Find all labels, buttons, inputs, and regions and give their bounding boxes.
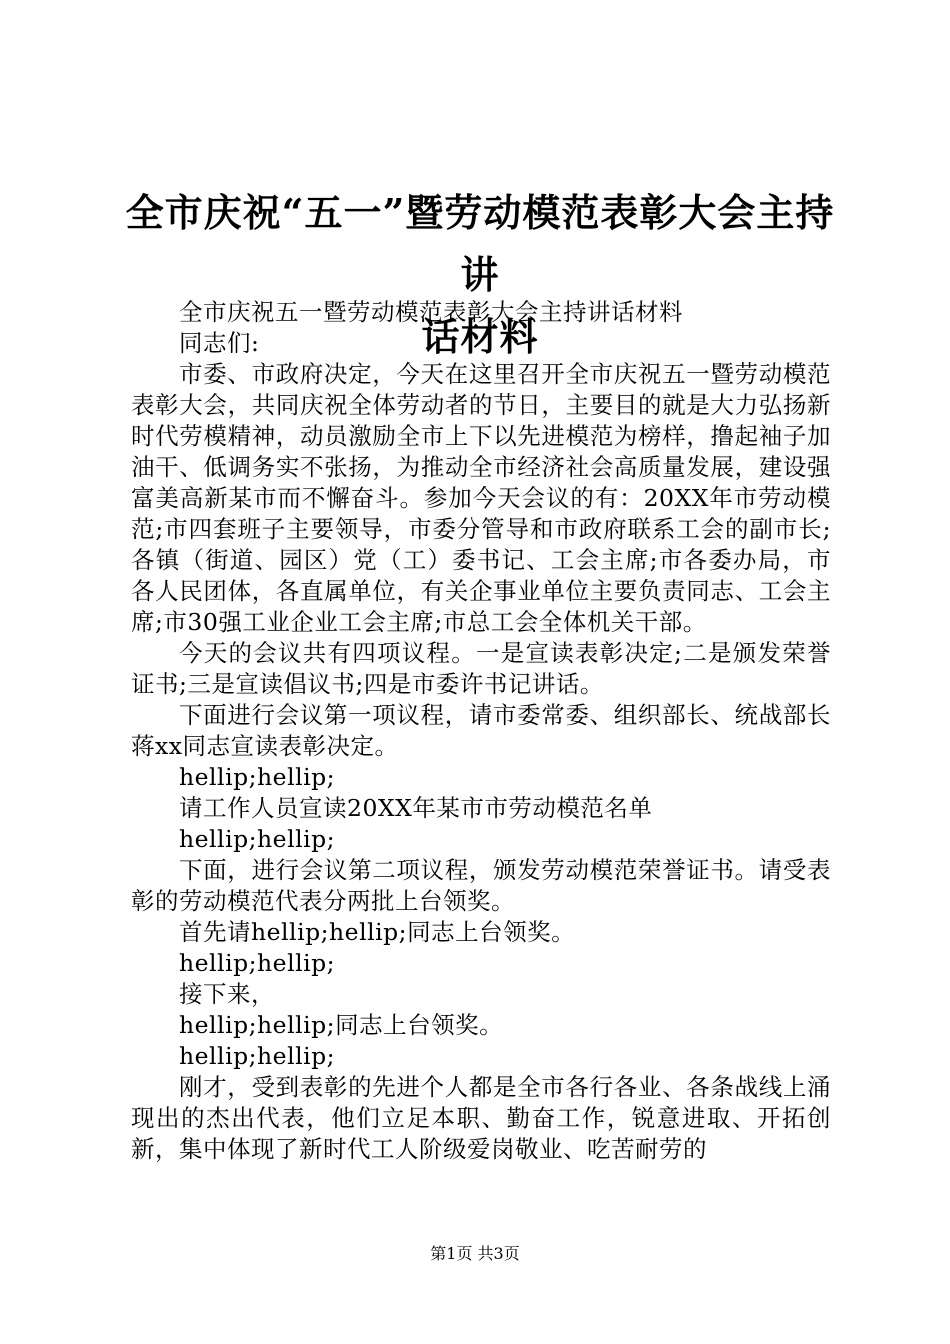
document-body bbox=[131, 297, 831, 1165]
paragraph: 今天的会议共有四项议程。一是宣读表彰决定;二是颁发荣誉证书;三是宣读倡议书;四是市委许书记讲话。 bbox=[131, 639, 831, 698]
paragraph: hellip;hellip; bbox=[179, 825, 336, 853]
paragraph: hellip;hellip;同志上台领奖。 bbox=[179, 1011, 504, 1039]
page-footer: 第1页 共3页 bbox=[430, 1244, 520, 1263]
title-line-1: 全市庆祝“五一”暨劳动模范表彰大会主持讲 bbox=[125, 190, 835, 297]
paragraph: hellip;hellip; bbox=[179, 949, 336, 977]
paragraph: 请工作人员宣读20XX年某市市劳动模范名单 bbox=[179, 794, 653, 822]
paragraph: hellip;hellip; bbox=[179, 1042, 336, 1070]
paragraph-salutation: 同志们: bbox=[179, 329, 260, 357]
paragraph: hellip;hellip; bbox=[179, 763, 336, 791]
paragraph: 下面进行会议第一项议程，请市委常委、组织部长、统战部长蒋xx同志宣读表彰决定。 bbox=[131, 701, 831, 760]
title-line-2: 话材料 bbox=[421, 314, 539, 359]
paragraph: 市委、市政府决定，今天在这里召开全市庆祝五一暨劳动模范表彰大会，共同庆祝全体劳动者的节日，主要目的就是大力弘扬新时代劳模精神，动员激励全市上下以先进模范为榜样，撸起袖子加油干、低调务实不张扬，为推动全市经济社会高质量发展，建设强富美高新某市而不懈奋斗。参加今天会议的有：20XX年市劳动模范;市四套班子主要领导，市委分管导和市政府联系工会的副市长;各镇（街道、园区）党（工）委书记、工会主席;市各委办局，市各人民团体，各直属单位，有关企事业单位主要负责同志、工会主席;市30强工业企业工会主席;市总工会全体机关干部。 bbox=[131, 360, 831, 636]
paragraph: 刚才，受到表彰的先进个人都是全市各行各业、各条战线上涌现出的杰出代表，他们立足本职、勤奋工作，锐意进取、开拓创新，集中体现了新时代工人阶级爱岗敬业、吃苦耐劳的 bbox=[131, 1073, 831, 1163]
paragraph: 接下来， bbox=[179, 980, 275, 1008]
paragraph: 下面，进行会议第二项议程，颁发劳动模范荣誉证书。请受表彰的劳动模范代表分两批上台领奖。 bbox=[131, 856, 831, 915]
paragraph-heading: 全市庆祝五一暨劳动模范表彰大会主持讲话材料 bbox=[179, 298, 683, 326]
paragraph: 首先请hellip;hellip;同志上台领奖。 bbox=[179, 918, 576, 946]
